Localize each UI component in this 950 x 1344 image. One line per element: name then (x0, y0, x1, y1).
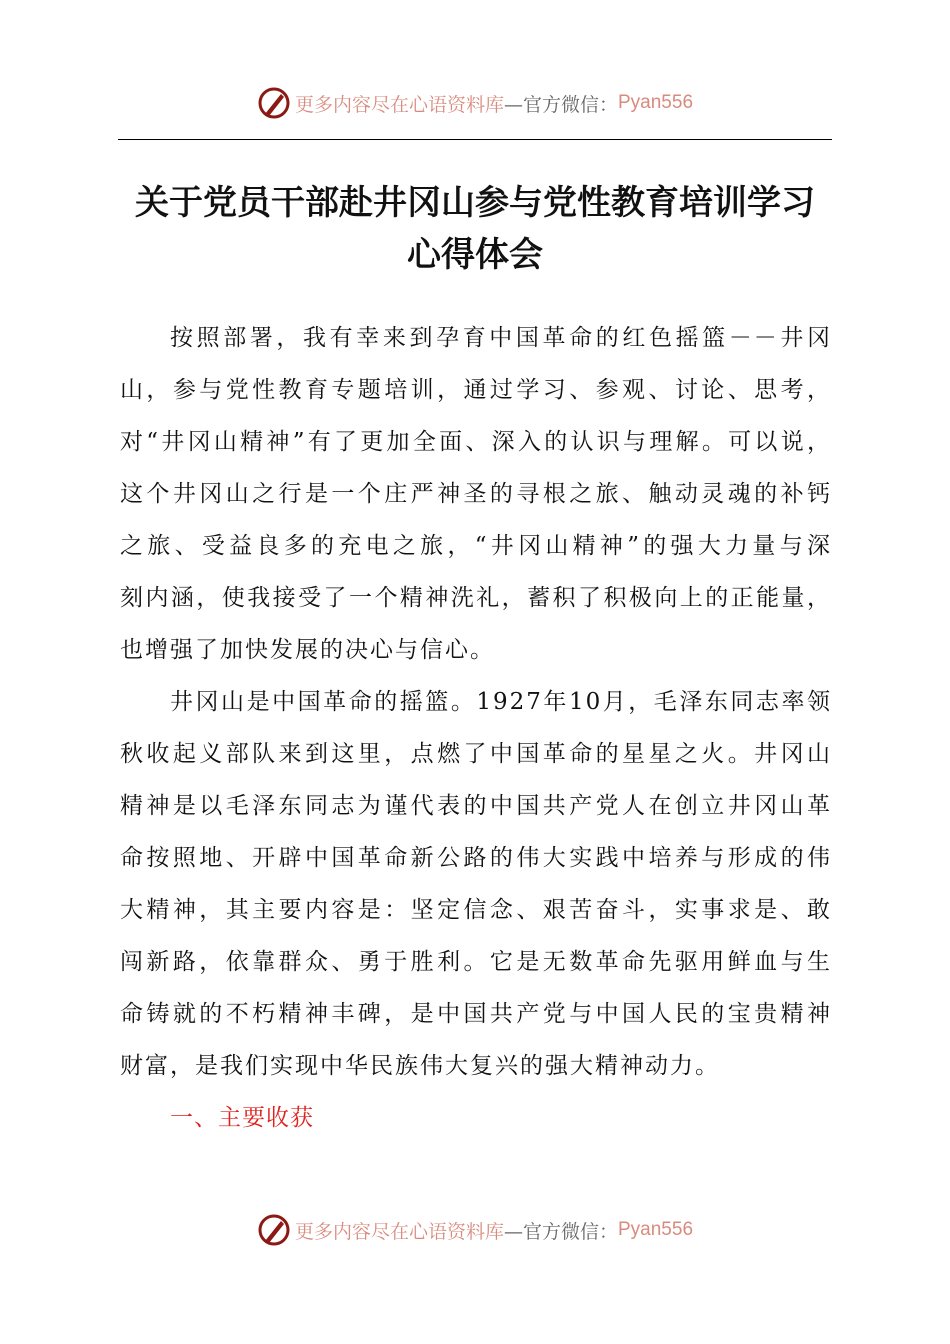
text-line: 按照部署，我有幸来到孕育中国革命的红色摇篮－－井冈 (170, 325, 832, 351)
header-divider (118, 139, 832, 140)
watermark-text: —官方微信： (503, 93, 618, 116)
text-line: 刻内涵，使我接受了一个精神洗礼，蓄积了积极向上的正能量， (120, 585, 832, 611)
text-line: 也增强了加快发展的决心与信心。 (120, 637, 495, 663)
text-line: 闯新路，依靠群众、勇于胜利。它是无数革命先驱用鲜血与生 (120, 949, 832, 975)
footer-watermark (0, 1213, 950, 1247)
title-line: 关于党员干部赴井冈山参与党性教育培训学习 (135, 183, 815, 223)
watermark-id: Pyan556 (618, 92, 694, 113)
text-line: 之旅、受益良多的充电之旅，“井冈山精神”的强大力量与深 (120, 533, 832, 559)
watermark-id: Pyan556 (618, 1219, 694, 1240)
header-watermark (0, 86, 950, 120)
section-heading: 一、主要收获 (170, 1105, 314, 1131)
text-line: 财富，是我们实现中华民族伟大复兴的强大精神动力。 (120, 1053, 720, 1079)
text-line: 对“井冈山精神”有了更加全面、深入的认识与理解。可以说， (120, 429, 832, 455)
text-line: 命铸就的不朽精神丰碑，是中国共产党与中国人民的宝贵精神 (120, 1001, 832, 1027)
watermark-text: —官方微信： (503, 1220, 618, 1243)
text-line: 井冈山是中国革命的摇篮。1927年10月，毛泽东同志率领 (170, 689, 832, 715)
text-line: 秋收起义部队来到这里，点燃了中国革命的星星之火。井冈山 (120, 741, 832, 767)
document-title (100, 177, 850, 281)
document-body (120, 312, 832, 1144)
text-line: 大精神，其主要内容是：坚定信念、艰苦奋斗，实事求是、敢 (120, 897, 832, 923)
title-line: 心得体会 (407, 235, 543, 275)
pen-logo-icon (257, 1213, 291, 1247)
watermark-text: 更多内容尽在心语资料库 (294, 93, 504, 116)
text-line: 精神是以毛泽东同志为谨代表的中国共产党人在创立井冈山革 (120, 793, 832, 819)
text-line: 这个井冈山之行是一个庄严神圣的寻根之旅、触动灵魂的补钙 (120, 481, 832, 507)
pen-logo-icon (257, 86, 291, 120)
text-line: 山，参与党性教育专题培训，通过学习、参观、讨论、思考， (120, 377, 832, 403)
text-line: 命按照地、开辟中国革命新公路的伟大实践中培养与形成的伟 (120, 845, 832, 871)
watermark-text: 更多内容尽在心语资料库 (294, 1220, 504, 1243)
